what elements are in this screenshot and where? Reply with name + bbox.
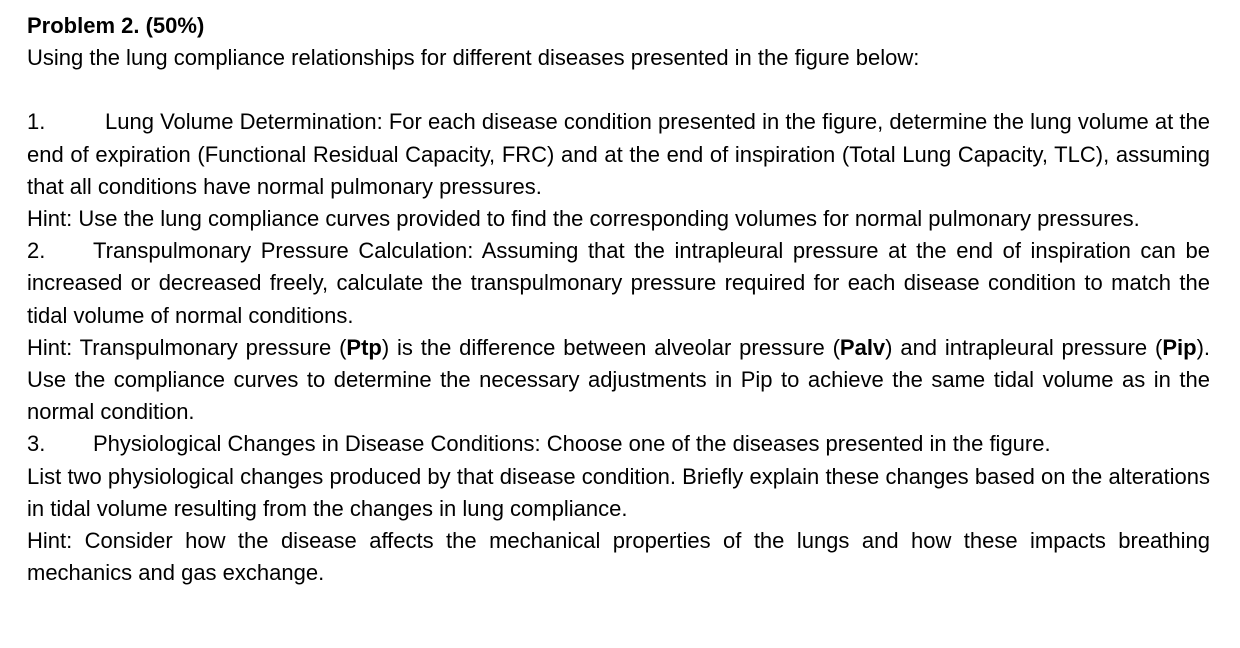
- item-3-body: Physiological Changes in Disease Conditions: Choose one of the diseases presented in the figure.: [93, 431, 1051, 457]
- palv-term: Palv: [839, 334, 886, 360]
- item-2-hint-part-b: ) is the difference between alveolar pressure (: [381, 334, 840, 360]
- problem-title: Problem 2. (50%): [27, 13, 205, 38]
- item-1-body: Lung Volume Determination: For each disease condition presented in the figure, determine the lung volume at the end of expiration (Functional Residual Capacity, FRC) and at the end of inspiration (Total Lung Capacity, TLC), assuming that all conditions have normal pulmonary pressures.: [27, 109, 1210, 199]
- pip-term: Pip: [1162, 334, 1197, 360]
- problem-intro: Using the lung compliance relationships for different diseases presented in the figure below:: [27, 45, 920, 71]
- item-2-hint: [27, 332, 1210, 429]
- ptp-term: Ptp: [346, 334, 382, 360]
- item-3-text: [27, 428, 1210, 460]
- item-3-text-continued: List two physiological changes produced by that disease condition. Briefly explain these changes based on the alterations in tidal volume resulting from the changes in lung compliance.: [27, 463, 1210, 521]
- item-2-body: Transpulmonary Pressure Calculation: Assuming that the intrapleural pressure at the end of inspiration can be increased or decreased freely, calculate the transpulmonary pressure required for each disease condition to match the tidal volume of normal conditions.: [27, 238, 1210, 328]
- item-1-number: 1.: [27, 109, 46, 135]
- item-2-text: [27, 235, 1210, 332]
- item-2-hint-part-a: Hint: Transpulmonary pressure (: [27, 334, 347, 360]
- item-3-number: 3.: [27, 431, 46, 457]
- item-2-hint-part-c: ) and intrapleural pressure (: [885, 334, 1163, 360]
- item-2-number: 2.: [27, 238, 46, 264]
- item-1-text: [27, 106, 1210, 203]
- item-2-hint-part-d: ). Use the compliance curves to determine the necessary adjustments in Pip to achieve the same tidal volume as in the normal condition.: [27, 334, 1211, 425]
- item-3-hint: Hint: Consider how the disease affects the mechanical properties of the lungs and how these impacts breathing mechanics and gas exchange.: [27, 528, 1210, 586]
- item-1-hint: Hint: Use the lung compliance curves provided to find the corresponding volumes for normal pulmonary pressures.: [27, 206, 1140, 232]
